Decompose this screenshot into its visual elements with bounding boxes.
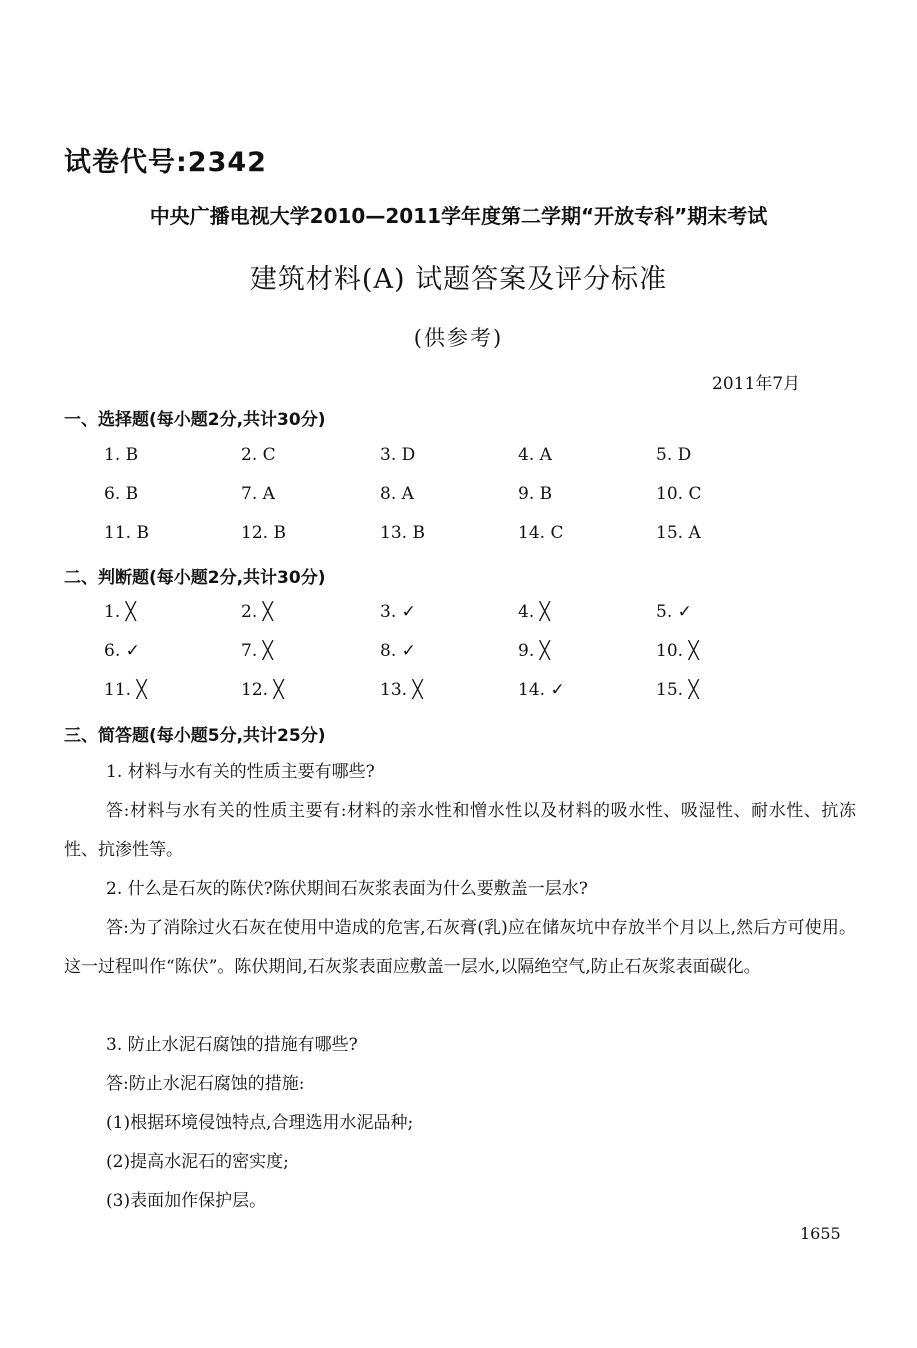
answer-item: 5. ✓ bbox=[656, 602, 692, 622]
page-number: 1655 bbox=[800, 1224, 841, 1243]
answer-item: 14. C bbox=[518, 523, 564, 543]
answer-item: 1. B bbox=[104, 445, 139, 465]
answer-3-item-1: (1)根据环境侵蚀特点,合理选用水泥品种; bbox=[106, 1113, 414, 1133]
answer-item: 8. ✓ bbox=[380, 641, 416, 661]
answer-item: 11. ╳ bbox=[104, 680, 147, 700]
judge-row-3 bbox=[104, 680, 804, 708]
answer-item: 1. ╳ bbox=[104, 602, 136, 622]
answer-3-item-3: (3)表面加作保护层。 bbox=[106, 1191, 267, 1211]
answer-item: 3. D bbox=[380, 445, 416, 465]
answer-3-intro: 答:防止水泥石腐蚀的措施: bbox=[106, 1074, 305, 1094]
section-2-heading: 二、判断题(每小题2分,共计30分) bbox=[64, 568, 326, 588]
judge-row-1 bbox=[104, 602, 804, 630]
question-3: 3. 防止水泥石腐蚀的措施有哪些? bbox=[106, 1035, 358, 1055]
answer-item: 6. ✓ bbox=[104, 641, 140, 661]
exam-date: 2011年7月 bbox=[712, 374, 801, 394]
answer-item: 5. D bbox=[656, 445, 692, 465]
answer-item: 8. A bbox=[380, 484, 414, 504]
section-1-heading: 一、选择题(每小题2分,共计30分) bbox=[64, 410, 326, 430]
answer-item: 13. B bbox=[380, 523, 425, 543]
choice-row-1 bbox=[104, 445, 804, 473]
answer-item: 14. ✓ bbox=[518, 680, 565, 700]
judge-row-2 bbox=[104, 641, 804, 669]
answer-item: 9. B bbox=[518, 484, 553, 504]
answer-3-item-2: (2)提高水泥石的密实度; bbox=[106, 1152, 289, 1172]
answer-2: 答:为了消除过火石灰在使用中造成的危害,石灰膏(乳)应在储灰坑中存放半个月以上,然后方可使用。这一过程叫作“陈伏”。陈伏期间,石灰浆表面应敷盖一层水,以隔绝空气,防止石灰浆表面碳化。 bbox=[64, 918, 856, 977]
answer-item: 12. ╳ bbox=[241, 680, 284, 700]
answer-item: 10. ╳ bbox=[656, 641, 699, 661]
answer-1: 答:材料与水有关的性质主要有:材料的亲水性和憎水性以及材料的吸水性、吸湿性、耐水性、抗冻性、抗渗性等。 bbox=[64, 801, 857, 860]
answer-item: 10. C bbox=[656, 484, 702, 504]
question-1: 1. 材料与水有关的性质主要有哪些? bbox=[106, 762, 375, 782]
answer-item: 4. A bbox=[518, 445, 552, 465]
answer-item: 7. ╳ bbox=[241, 641, 273, 661]
answer-item: 2. C bbox=[241, 445, 276, 465]
answer-item: 15. ╳ bbox=[656, 680, 699, 700]
exam-title: 中央广播电视大学2010—2011学年度第二学期“开放专科”期末考试 bbox=[149, 204, 768, 228]
paper-code: 试卷代号:2342 bbox=[64, 147, 267, 178]
answer-item: 2. ╳ bbox=[241, 602, 273, 622]
question-2: 2. 什么是石灰的陈伏?陈伏期间石灰浆表面为什么要敷盖一层水? bbox=[106, 879, 588, 899]
answer-item: 12. B bbox=[241, 523, 286, 543]
answer-item: 9. ╳ bbox=[518, 641, 550, 661]
choice-row-3 bbox=[104, 523, 804, 551]
answer-item: 6. B bbox=[104, 484, 139, 504]
section-3-heading: 三、简答题(每小题5分,共计25分) bbox=[64, 726, 326, 746]
answer-item: 3. ✓ bbox=[380, 602, 416, 622]
answer-item: 15. A bbox=[656, 523, 701, 543]
answer-item: 13. ╳ bbox=[380, 680, 423, 700]
reference-note: (供参考) bbox=[413, 326, 504, 350]
answer-item: 11. B bbox=[104, 523, 149, 543]
answer-item: 7. A bbox=[241, 484, 275, 504]
subject-title: 建筑材料(A) 试题答案及评分标准 bbox=[249, 264, 668, 295]
answer-item: 4. ╳ bbox=[518, 602, 550, 622]
choice-row-2 bbox=[104, 484, 804, 512]
